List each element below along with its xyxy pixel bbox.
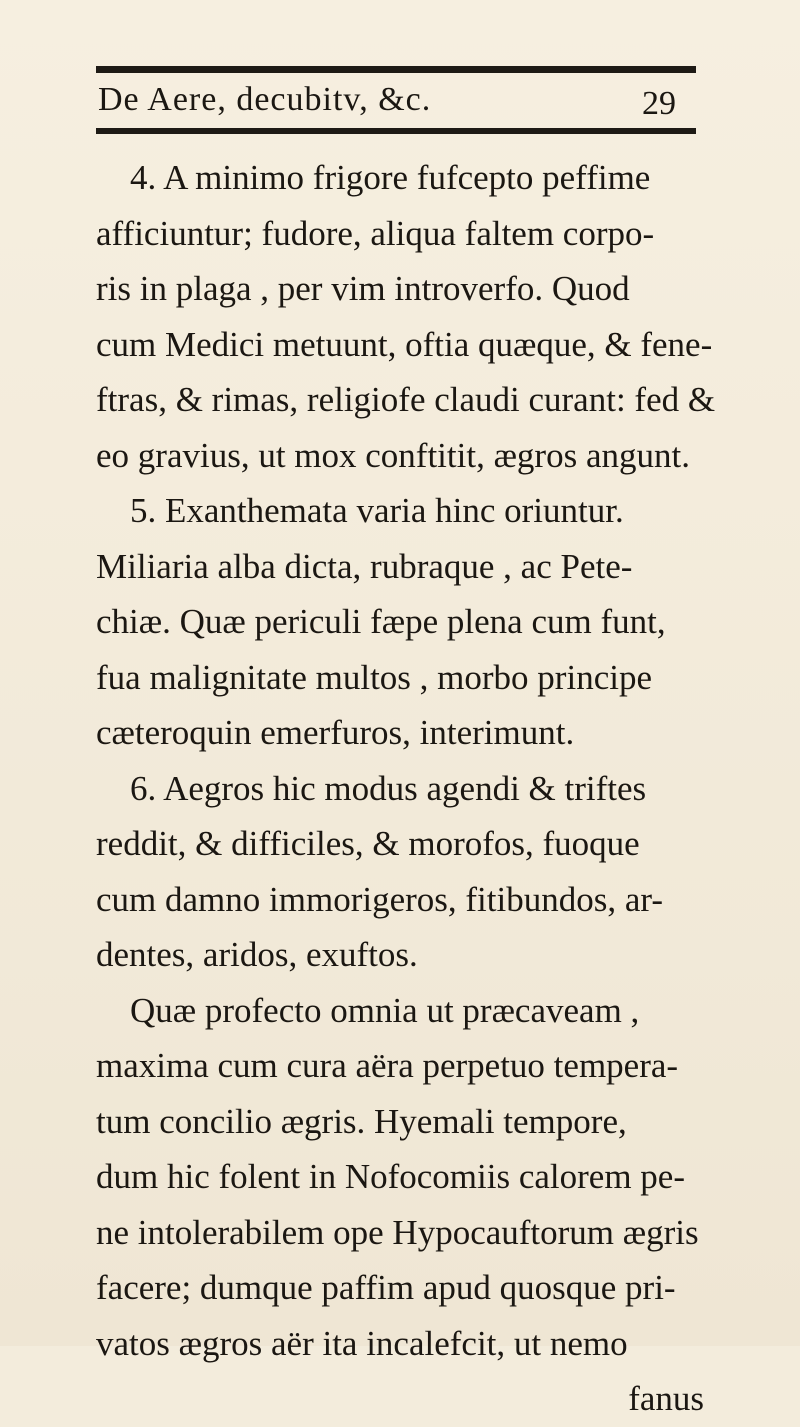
page-number: 29 (642, 85, 676, 122)
text-line: tum concilio ægris. Hyemali tempore, (96, 1101, 627, 1141)
running-header: De Aere, decubitv, &c. (98, 81, 432, 118)
text-line: vatos ægros aër ita incalefcit, ut nemo (96, 1323, 628, 1363)
text-line: ftras, & rimas, religiofe claudi curant: fed & (96, 380, 716, 419)
text-line: fua malignitate multos , morbo principe (96, 657, 652, 697)
text-line: ris in plaga , per vim introverfo. Quod (96, 269, 630, 308)
text-line: 6. Aegros hic modus agendi & triftes (130, 768, 647, 808)
text-line: eo gravius, ut mox conftitit, ægros angunt. (96, 435, 690, 475)
text-line: maxima cum cura aëra perpetuo tempera- (96, 1046, 679, 1085)
header-bottom-rule (96, 128, 696, 134)
text-line: Miliaria alba dicta, rubraque , ac Pete- (96, 546, 633, 586)
text-line: dum hic folent in Nofocomiis calorem pe- (96, 1157, 686, 1196)
text-line: chiæ. Quæ periculi fæpe plena cum funt, (96, 602, 666, 641)
text-line: facere; dumque paffim apud quosque pri- (96, 1268, 676, 1307)
text-line: cæteroquin emerfuros, interimunt. (96, 713, 575, 752)
text-line: dentes, aridos, exuftos. (96, 935, 418, 974)
body-text (96, 150, 726, 1427)
text-line: cum damno immorigeros, fitibundos, ar- (96, 879, 663, 919)
text-line: reddit, & difficiles, & morofos, fuoque (96, 824, 640, 863)
text-line: 4. A minimo frigore fufcepto peffime (130, 158, 651, 197)
text-line: afficiuntur; fudore, aliqua faltem corpo- (96, 213, 655, 253)
catchword: fanus (628, 1379, 704, 1418)
text-line: Quæ profecto omnia ut præcaveam , (130, 990, 640, 1030)
header-top-rule (96, 66, 696, 73)
text-line: ne intolerabilem ope Hypocauftorum ægris (96, 1212, 699, 1252)
text-line: 5. Exanthemata varia hinc oriuntur. (130, 491, 624, 530)
text-line: cum Medici metuunt, oftia quæque, & fene- (96, 324, 713, 364)
